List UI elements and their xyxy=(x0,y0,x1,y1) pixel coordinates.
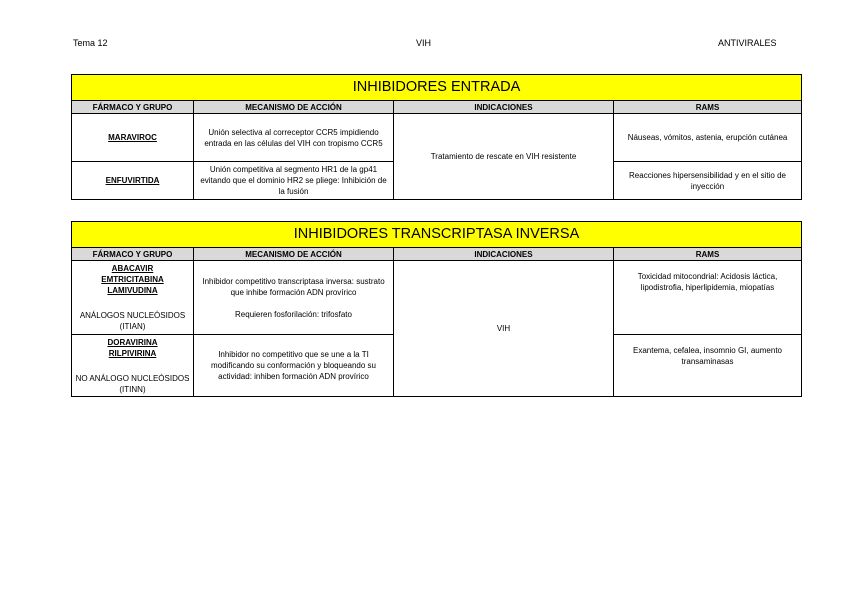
column-header: MECANISMO DE ACCIÓN xyxy=(194,101,394,114)
rams-cell: Exantema, cefalea, insomnio GI, aumento transaminasas xyxy=(614,335,802,397)
mechanism-cell: Unión selectiva al correceptor CCR5 impidiendo entrada en las células del VIH con tropismo CCR5 xyxy=(194,114,394,162)
column-header: INDICACIONES xyxy=(394,101,614,114)
column-header: RAMS xyxy=(614,101,802,114)
entry-inhibitors-table xyxy=(71,74,802,200)
drug-name: EMTRICITABINA xyxy=(101,275,164,284)
header-subject: VIH xyxy=(416,38,432,48)
column-header: FÁRMACO Y GRUPO xyxy=(72,101,194,114)
mechanism-cell: Inhibidor no competitivo que se une a la TI modificando su conformación y bloqueando su actividad: inhiben formación ADN provírico xyxy=(194,335,394,397)
mechanism-note: Requieren fosforilación: trifosfato xyxy=(235,309,352,319)
rams-cell: Toxicidad mitocondrial: Acidosis láctica, lipodistrofia, hiperlipidemia, miopatías xyxy=(614,261,802,335)
indication-cell: Tratamiento de rescate en VIH resistente xyxy=(394,114,614,200)
rams-cell: Náuseas, vómitos, astenia, erupción cutánea xyxy=(614,114,802,162)
rams-cell: Reacciones hipersensibilidad y en el sitio de inyección xyxy=(614,162,802,200)
header-section: ANTIVIRALES xyxy=(718,38,777,48)
column-header: MECANISMO DE ACCIÓN xyxy=(194,248,394,261)
column-header: INDICACIONES xyxy=(394,248,614,261)
table-row xyxy=(72,261,802,335)
reverse-transcriptase-table xyxy=(71,221,802,397)
drug-name: RILPIVIRINA xyxy=(108,348,157,358)
drug-name: LAMIVUDINA xyxy=(107,286,158,295)
drug-name: ENFUVIRTIDA xyxy=(105,176,160,185)
table-title: INHIBIDORES ENTRADA xyxy=(72,75,802,101)
table-title: INHIBIDORES TRANSCRIPTASA INVERSA xyxy=(72,222,802,248)
drug-name: MARAVIROC xyxy=(108,133,157,142)
drug-group: ANÁLOGOS NUCLEÓSIDOS (ITIAN) xyxy=(79,311,186,331)
drug-name: ABACAVIR xyxy=(111,264,154,273)
drug-name: DORAVIRINA xyxy=(107,337,158,347)
table-row xyxy=(72,114,802,162)
mechanism-cell: Unión competitiva al segmento HR1 de la gp41 evitando que el dominio HR2 se pliege: Inhibición de la fusión xyxy=(194,162,394,200)
drug-group: NO ANÁLOGO NUCLEÓSIDOS (ITINN) xyxy=(75,373,190,394)
mechanism-text: Inhibidor competitivo transcriptasa inversa: sustrato que inhibe formación ADN provírico xyxy=(202,276,385,297)
column-header: FÁRMACO Y GRUPO xyxy=(72,248,194,261)
column-header: RAMS xyxy=(614,248,802,261)
header-topic: Tema 12 xyxy=(73,38,108,48)
indication-cell: VIH xyxy=(394,261,614,397)
